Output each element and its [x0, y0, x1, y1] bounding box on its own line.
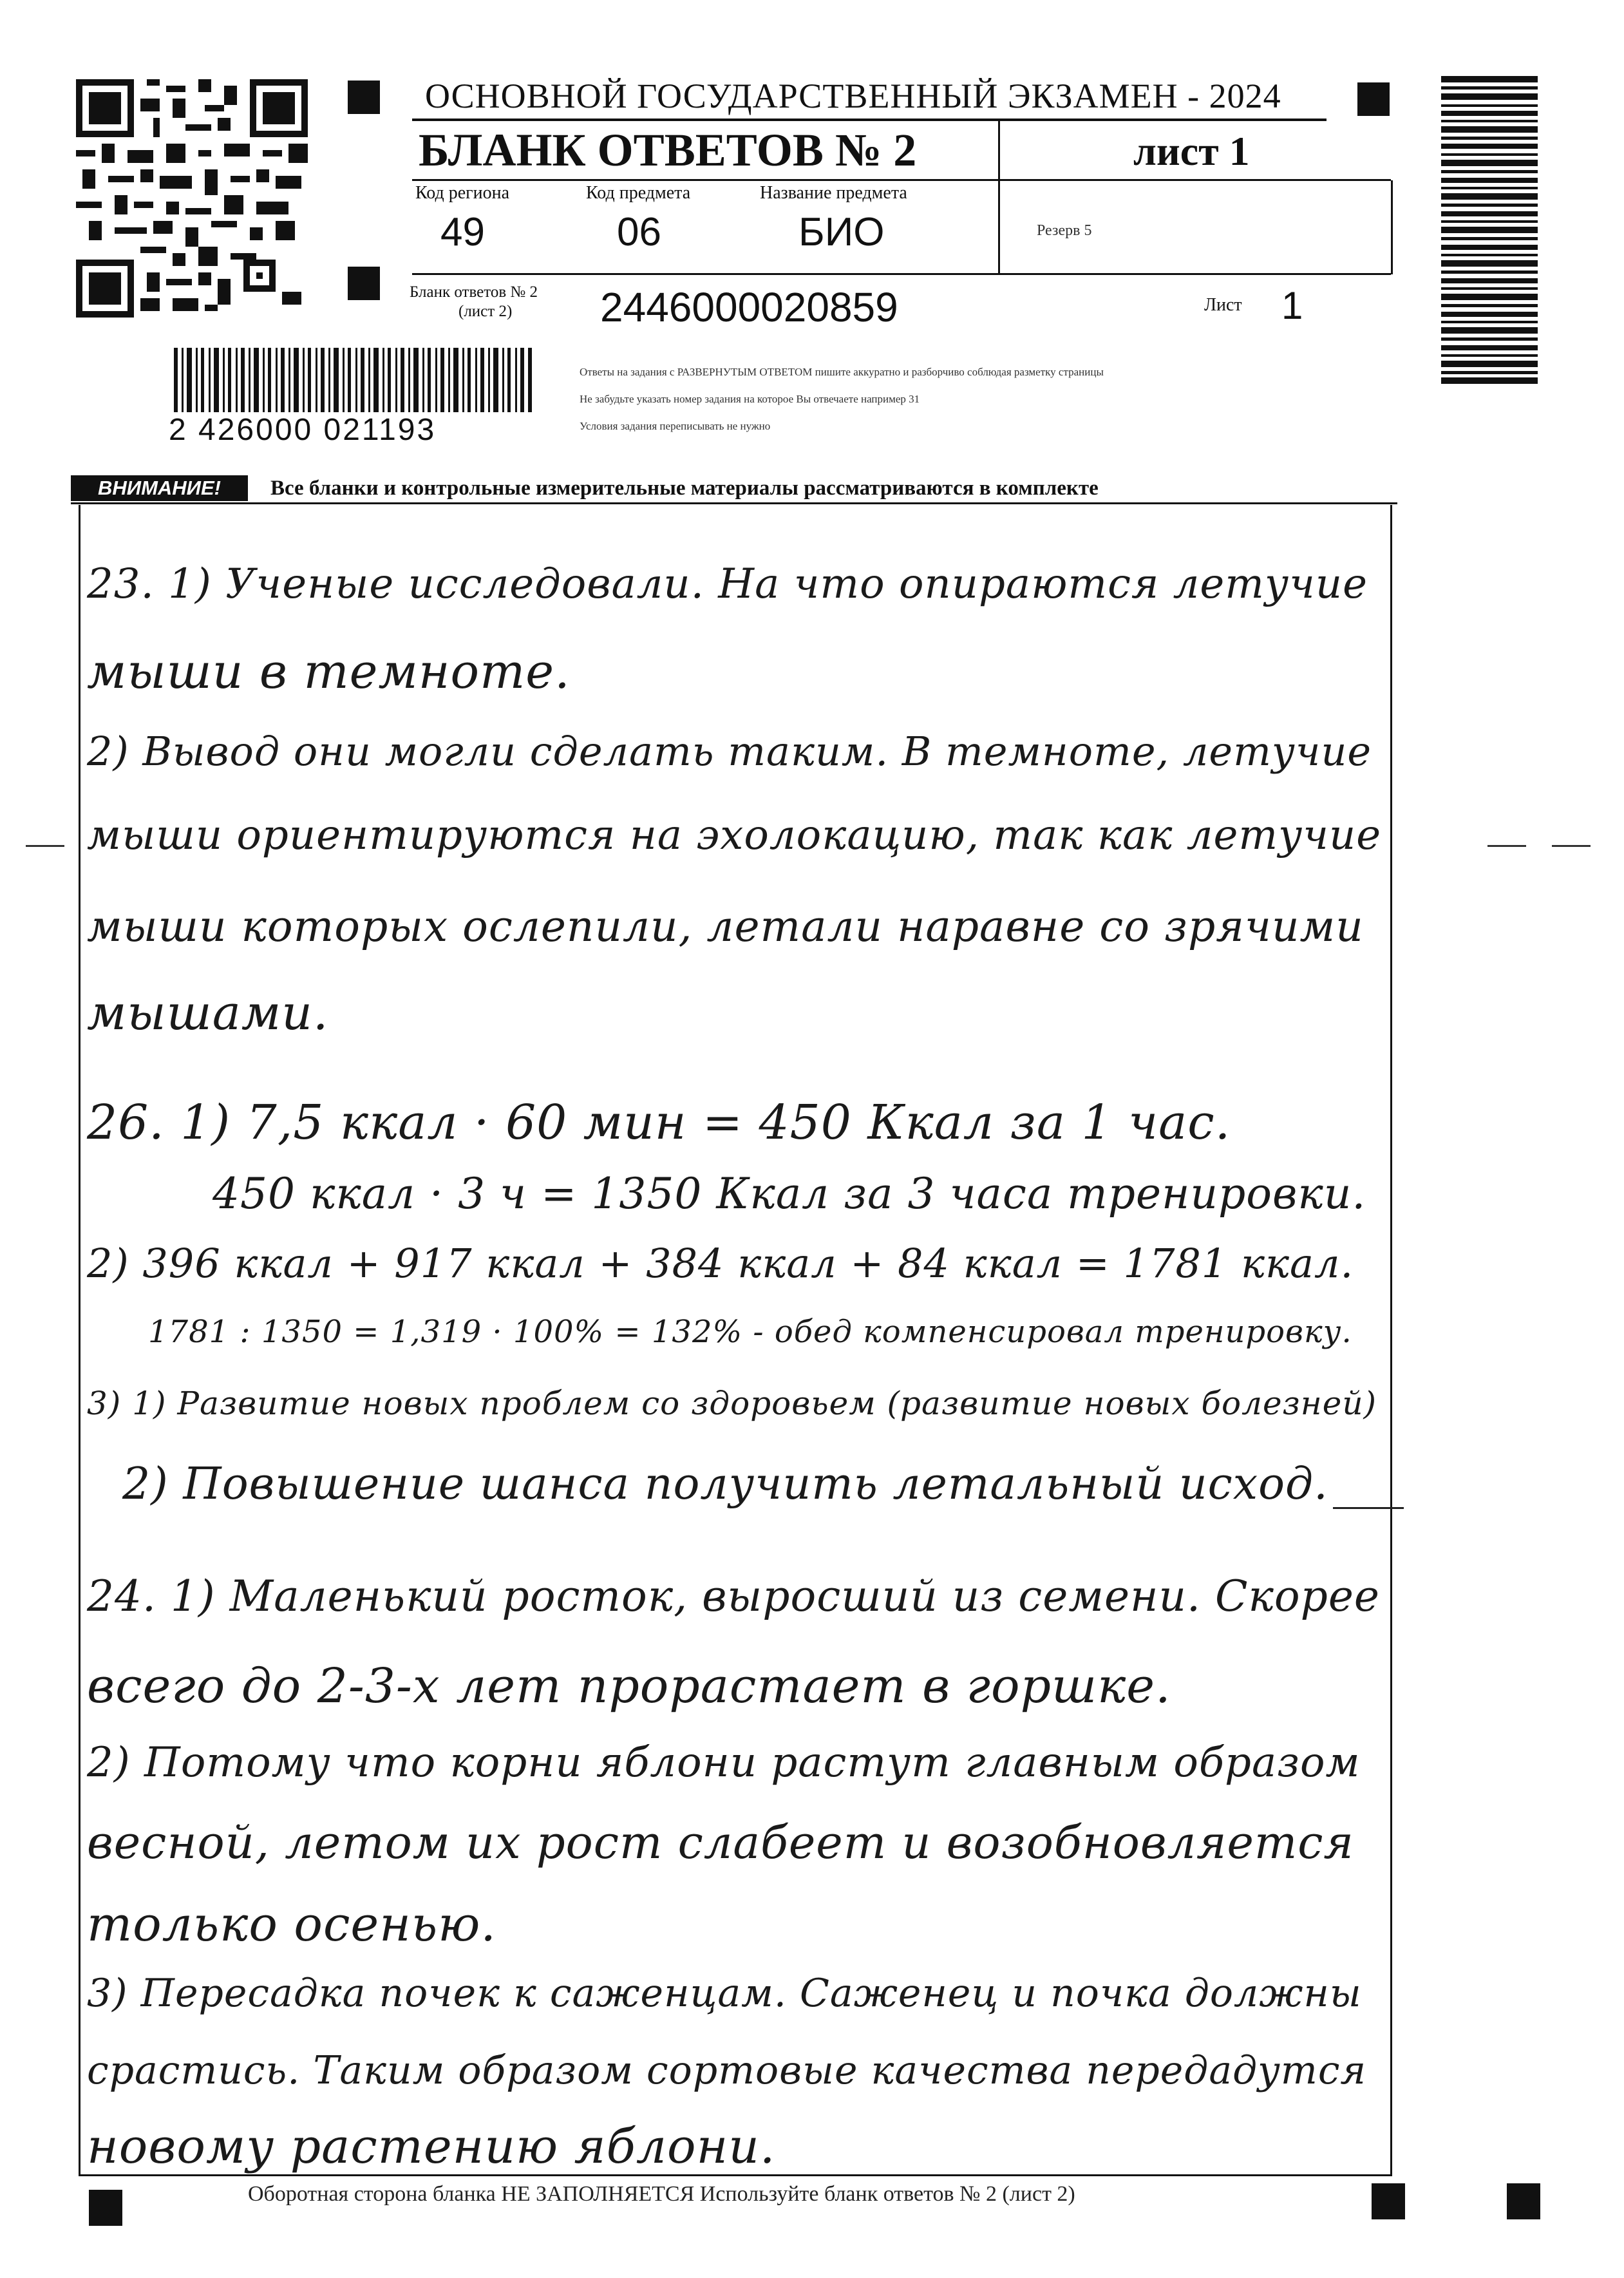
end-dash: [1333, 1507, 1404, 1509]
answer-line-8: 450 ккал · 3 ч = 1350 Ккал за 3 часа тренировки.: [212, 1169, 1366, 1219]
header-rule-lower: [412, 273, 1391, 275]
region-code-value: 49: [440, 210, 485, 254]
horizontal-barcode: [174, 348, 534, 412]
answer-line-9: 2) 396 ккал + 917 ккал + 384 ккал + 84 ккал = 1781 ккал.: [87, 1240, 1354, 1287]
registration-marker-mid-left: [348, 267, 380, 300]
barcode-number: 2 426000 021193: [169, 413, 437, 447]
answer-line-2: мыши в темноте.: [87, 644, 571, 699]
reserve-label: Резерв 5: [1037, 222, 1092, 239]
answer-line-7: 26. 1) 7,5 ккал · 60 мин = 450 Ккал за 1 час.: [87, 1095, 1231, 1150]
answer-line-10: 1781 : 1350 = 1,319 · 100% = 132% - обед компенсировал тренировку.: [148, 1314, 1352, 1350]
sheet-label: лист 1: [1133, 128, 1250, 174]
subject-name-label: Название предмета: [760, 183, 907, 203]
answer-line-19: срастись. Таким образом сортовые качества передадутся: [87, 2048, 1367, 2093]
answer-line-4: мыши ориентируются на эхолокацию, так как летучие: [87, 812, 1382, 859]
qr-code: [76, 77, 308, 319]
subject-code-value: 06: [617, 210, 661, 254]
answer-line-17: только осенью.: [87, 1897, 496, 1952]
answer-line-11: 3) 1) Развитие новых проблем со здоровьем (развитие новых болезней): [87, 1385, 1377, 1422]
answer-line-14: всего до 2-3-х лет прорастает в горшке.: [87, 1658, 1171, 1714]
margin-tick-right: [1487, 845, 1526, 847]
subject-name-value: БИО: [798, 210, 885, 254]
registration-marker-bottom-right: [1507, 2183, 1540, 2219]
side-barcode: [1441, 76, 1538, 384]
sheet-number: 1: [1281, 284, 1303, 327]
instructions-line-3: Условия задания переписывать не нужно: [580, 420, 771, 432]
registration-marker-top-left: [348, 81, 380, 114]
footer-note: Оборотная сторона бланка НЕ ЗАПОЛНЯЕТСЯ Используйте бланк ответов № 2 (лист 2): [248, 2182, 1075, 2206]
registration-marker-top-right: [1357, 82, 1390, 116]
header-divider-right: [1391, 180, 1393, 274]
header-rule-middle: [412, 179, 1391, 181]
subject-code-label: Код предмета: [586, 183, 691, 203]
title-underline: [412, 119, 1327, 121]
exam-title: ОСНОВНОЙ ГОСУДАРСТВЕННЫЙ ЭКЗАМЕН - 2024: [425, 77, 1281, 115]
form-ref-label-line2: (лист 2): [458, 303, 513, 320]
sheet-number-label: Лист: [1204, 295, 1242, 315]
answer-line-5: мыши которых ослепили, летали наравне со зрячими: [87, 902, 1364, 951]
answer-line-15: 2) Потому что корни яблони растут главным образом: [87, 1739, 1361, 1787]
warning-badge: ВНИМАНИЕ!: [71, 475, 248, 501]
answer-line-16: весной, летом их рост слабеет и возобновляется: [87, 1816, 1354, 1869]
warning-text: Все бланки и контрольные измерительные материалы рассматриваются в комплекте: [270, 477, 1099, 500]
instructions-line-1: Ответы на задания с РАЗВЕРНУТЫМ ОТВЕТОМ пишите аккуратно и разборчиво соблюдая разметку страницы: [580, 366, 1104, 378]
form-ref-label-line1: Бланк ответов № 2: [410, 283, 538, 301]
header-divider: [998, 121, 1000, 274]
instructions-line-2: Не забудьте указать номер задания на которое Вы отвечаете например 31: [580, 393, 920, 405]
registration-marker-bottom-left: [89, 2190, 122, 2226]
answer-line-13: 24. 1) Маленький росток, выросший из семени. Скорее: [87, 1571, 1380, 1621]
answer-line-3: 2) Вывод они могли сделать таким. В темноте, летучие: [87, 728, 1372, 775]
answer-line-20: новому растению яблони.: [87, 2119, 776, 2174]
margin-tick-right-2: [1552, 845, 1591, 847]
form-title: БЛАНК ОТВЕТОВ № 2: [419, 124, 917, 176]
answer-line-12: 2) Повышение шанса получить летальный исход.: [122, 1459, 1328, 1510]
region-code-label: Код региона: [415, 183, 510, 203]
registration-marker-bottom-center-right: [1372, 2183, 1405, 2219]
answer-line-6: мышами.: [87, 985, 329, 1041]
answer-line-1: 23. 1) Ученые исследовали. На что опираются летучие: [87, 560, 1368, 608]
form-number: 2446000020859: [600, 284, 898, 330]
warning-rule: [71, 502, 1397, 504]
answer-line-18: 3) Пересадка почек к саженцам. Саженец и почка должны: [87, 1971, 1362, 2016]
margin-tick-left: [26, 845, 64, 847]
